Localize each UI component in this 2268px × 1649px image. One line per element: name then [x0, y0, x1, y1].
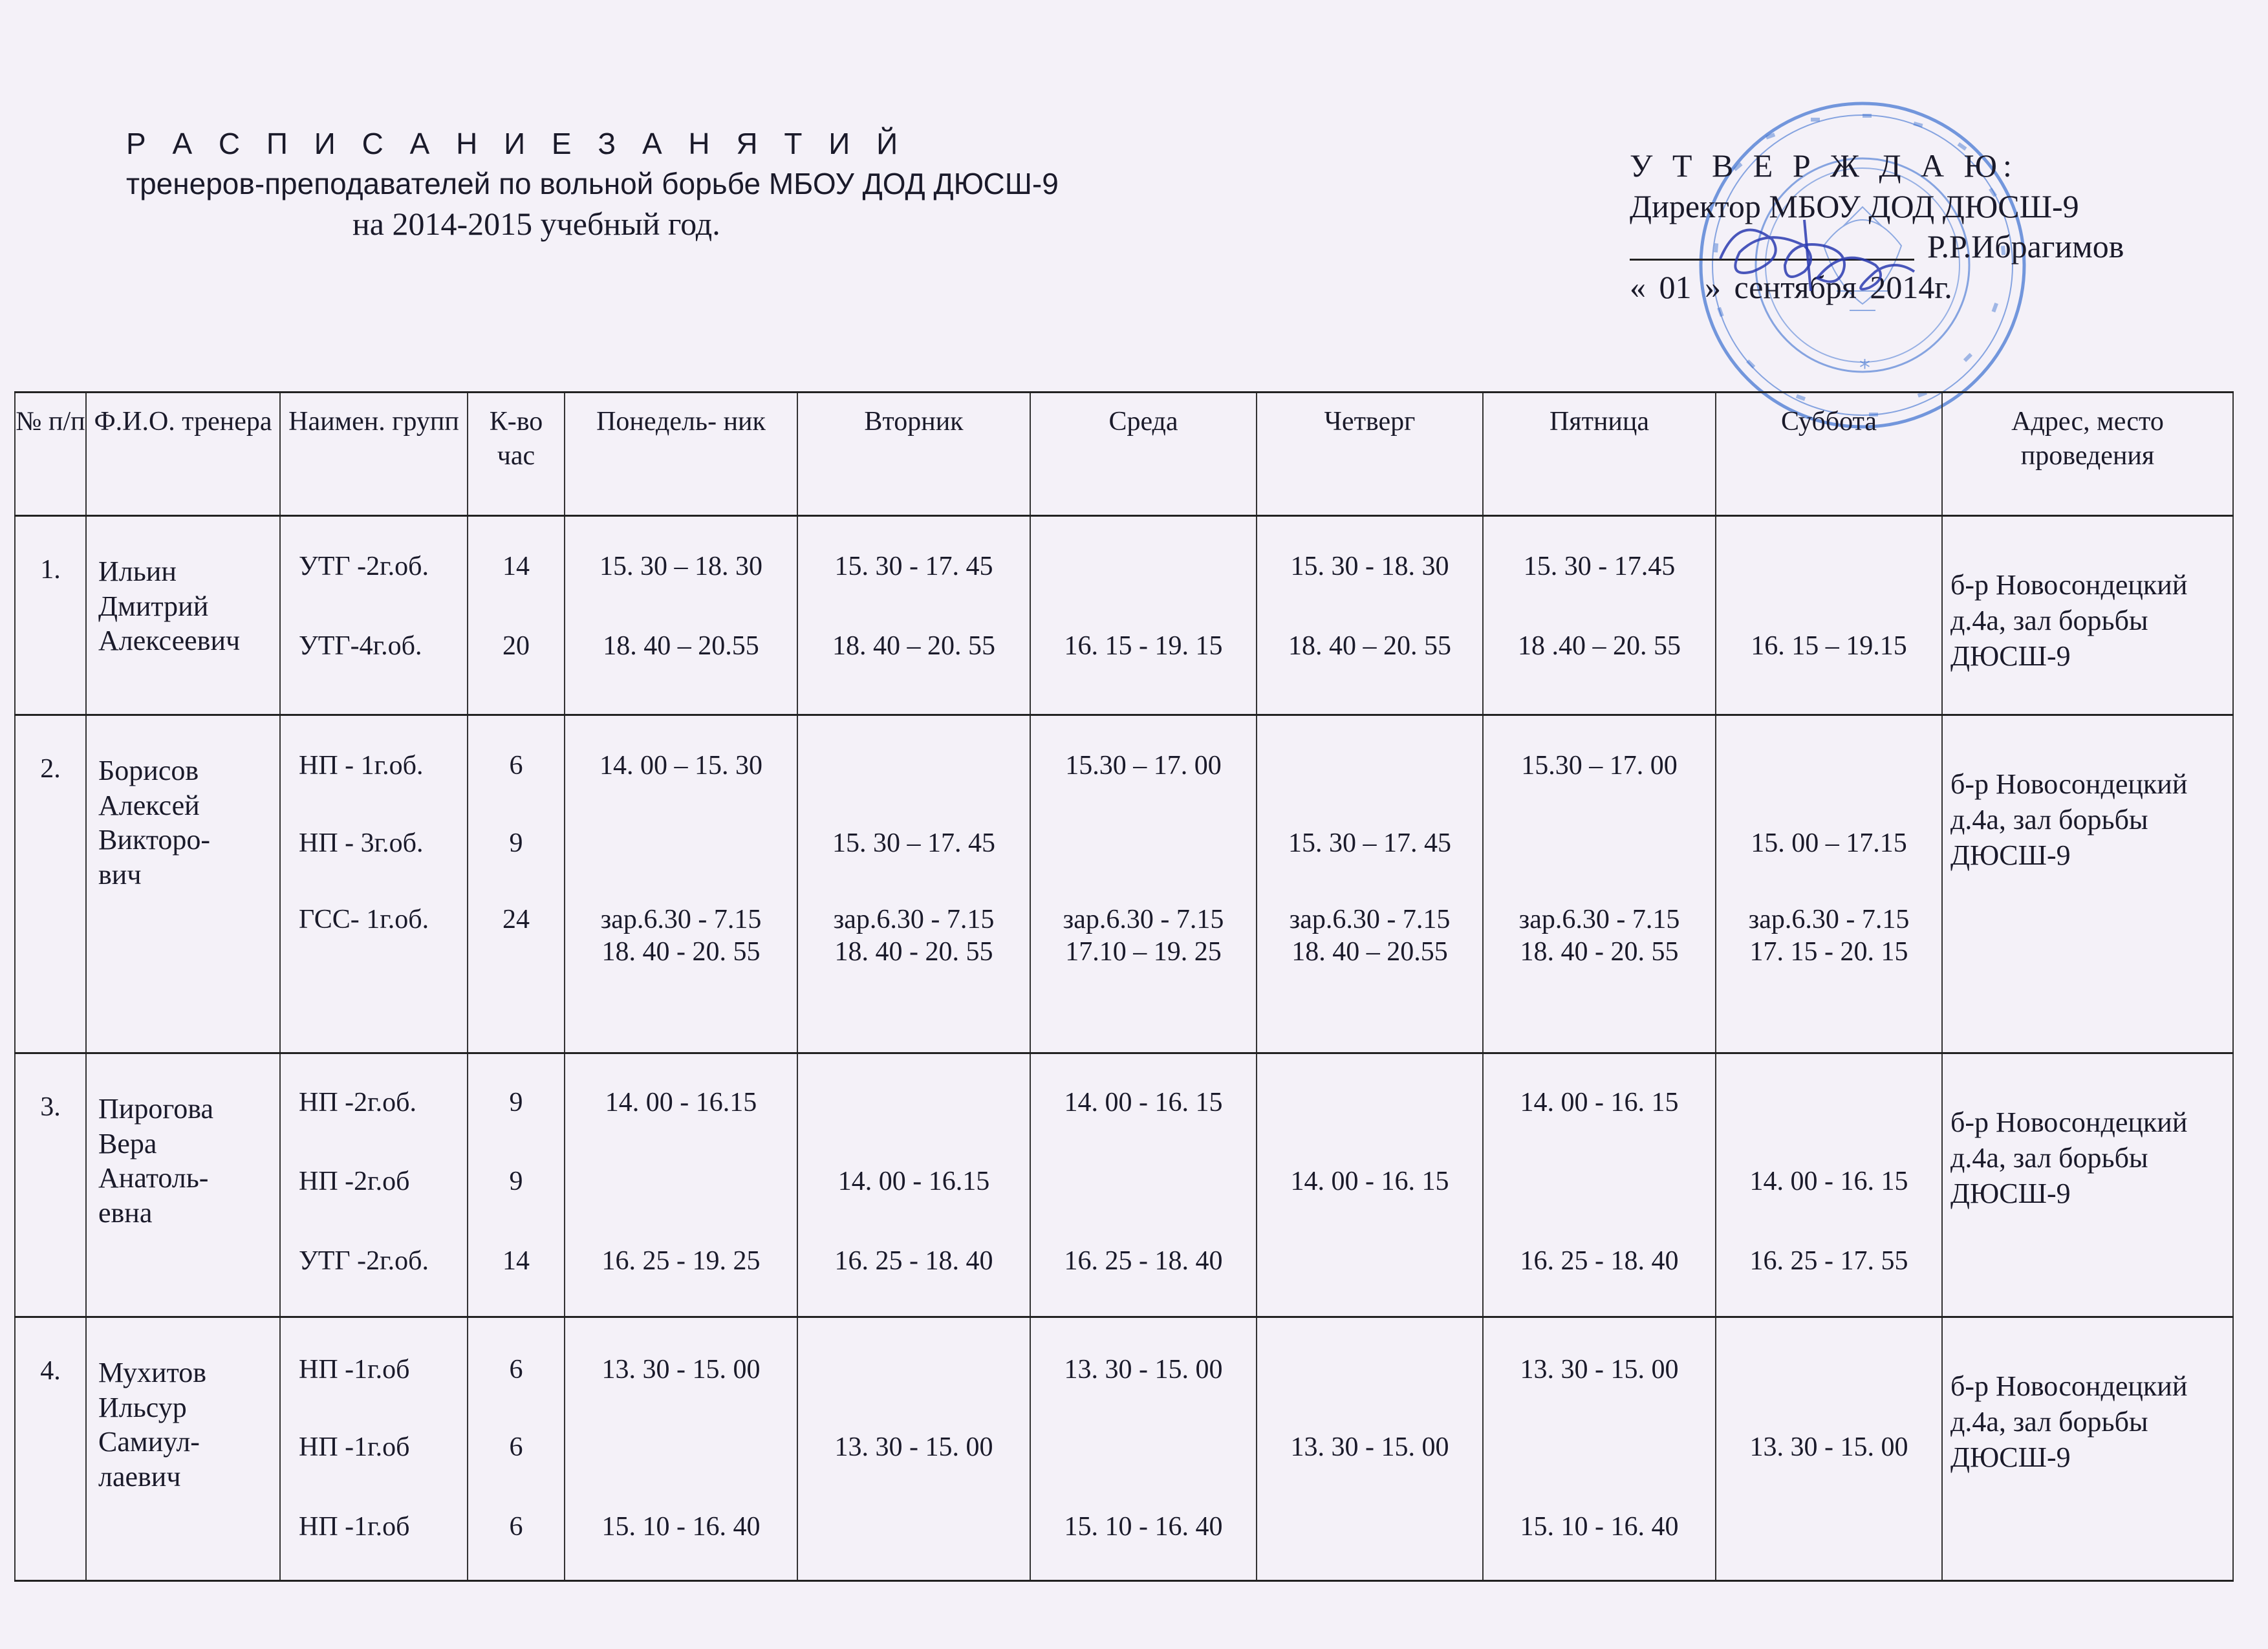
- column-header-tuesday: Вторник: [797, 393, 1030, 516]
- cell-monday: [565, 1317, 797, 1581]
- group-names: [280, 516, 468, 715]
- cell-friday: [1483, 715, 1716, 1053]
- schedule-entry: УТГ-4г.об.: [299, 631, 422, 661]
- schedule-entry: 16. 15 – 19.15: [1751, 631, 1907, 661]
- schedule-entry: 14. 00 - 16. 15: [1520, 1088, 1679, 1117]
- cell-friday: [1483, 1317, 1716, 1581]
- column-header-groups: Наимен. групп: [280, 393, 468, 516]
- cell-tuesday: [797, 1317, 1030, 1581]
- schedule-table: [14, 391, 2234, 1582]
- schedule-entry: 18. 40 – 20. 55: [832, 631, 995, 661]
- row-number: 3.: [15, 1053, 86, 1317]
- cell-saturday: [1716, 1053, 1942, 1317]
- cell-tuesday: [797, 1053, 1030, 1317]
- approval-heading: У Т В Е Р Ж Д А Ю:: [1630, 147, 2018, 184]
- schedule-entry: 13. 30 - 15. 00: [1749, 1432, 1908, 1462]
- schedule-entry: 14. 00 - 16. 15: [1749, 1167, 1908, 1196]
- schedule-entry: 15.30 – 17. 00: [1065, 751, 1222, 781]
- schedule-entry: НП -2г.об.: [299, 1088, 417, 1117]
- schedule-entry: 15. 10 - 16. 40: [1520, 1512, 1679, 1542]
- schedule-entry: 15. 30 - 17.45: [1523, 552, 1676, 581]
- schedule-entry: 16. 25 - 18. 40: [1064, 1246, 1223, 1276]
- trainer-name: Ильин Дмитрий Алексеевич: [86, 516, 280, 715]
- schedule-entry: 16. 25 - 18. 40: [1520, 1246, 1679, 1276]
- document-subtitle: тренеров-преподавателей по вольной борьбе МБОУ ДОД ДЮСШ-9: [126, 167, 1059, 200]
- schedule-entry: 6: [509, 1512, 523, 1542]
- schedule-entry: НП - 1г.об.: [299, 751, 424, 781]
- group-names: [280, 1317, 468, 1581]
- schedule-entry: 15. 30 – 17. 45: [832, 828, 995, 858]
- schedule-entry: 14. 00 - 16.15: [837, 1167, 990, 1196]
- table-row: [15, 1317, 2233, 1581]
- cell-tuesday: [797, 516, 1030, 715]
- title-block: [126, 126, 1290, 242]
- document-year: на 2014-2015 учебный год.: [352, 206, 720, 242]
- cell-thursday: [1257, 516, 1483, 715]
- table-header-row: [15, 393, 2233, 516]
- column-header-friday: Пятница: [1483, 393, 1716, 516]
- schedule-entry: ГСС- 1г.об.: [299, 905, 429, 934]
- schedule-entry: 18. 40 – 20. 55: [1288, 631, 1451, 661]
- schedule-entry: 14. 00 - 16. 15: [1290, 1167, 1449, 1196]
- row-number: 2.: [15, 715, 86, 1053]
- cell-saturday: [1716, 1317, 1942, 1581]
- trainer-name: Пирогова Вера Анатоль- евна: [86, 1053, 280, 1317]
- approval-date: « 01 » сентября 2014г.: [1630, 268, 1952, 305]
- table-row: [15, 1053, 2233, 1317]
- schedule-entry: 15. 00 – 17.15: [1751, 828, 1907, 858]
- cell-thursday: [1257, 1317, 1483, 1581]
- schedule-entry: 14: [502, 552, 530, 581]
- schedule-entry: 9: [509, 828, 523, 858]
- hours-count: [468, 1053, 565, 1317]
- schedule-entry: 15. 30 - 18. 30: [1290, 552, 1449, 581]
- schedule-entry: НП -1г.об: [299, 1432, 410, 1462]
- column-header-address: Адрес, место проведения: [1942, 393, 2233, 516]
- column-header-saturday: Суббота: [1716, 393, 1942, 516]
- column-header-wednesday: Среда: [1030, 393, 1257, 516]
- schedule-entry: 20: [502, 631, 530, 661]
- schedule-entry: 13. 30 - 15. 00: [601, 1355, 761, 1385]
- table-row: [15, 715, 2233, 1053]
- schedule-entry: 15. 30 – 18. 30: [599, 552, 762, 581]
- schedule-entry: 15. 10 - 16. 40: [1064, 1512, 1223, 1542]
- schedule-entry: НП -1г.об: [299, 1355, 410, 1385]
- schedule-entry: 18 .40 – 20. 55: [1518, 631, 1681, 661]
- schedule-entry: зар.6.30 - 7.15 17. 15 - 20. 15: [1748, 905, 1910, 967]
- cell-thursday: [1257, 715, 1483, 1053]
- schedule-entry: 13. 30 - 15. 00: [1520, 1355, 1679, 1385]
- schedule-entry: 16. 25 - 18. 40: [834, 1246, 993, 1276]
- address-cell: б-р Новосондецкий д.4а, зал борьбы ДЮСШ-9: [1942, 715, 2233, 1053]
- schedule-entry: зар.6.30 - 7.15 17.10 – 19. 25: [1063, 905, 1224, 967]
- handwritten-signature-icon: [1707, 207, 1979, 297]
- schedule-entry: 13. 30 - 15. 00: [1064, 1355, 1223, 1385]
- schedule-entry: 15.30 – 17. 00: [1521, 751, 1678, 781]
- schedule-entry: НП -1г.об: [299, 1512, 410, 1542]
- schedule-entry: 6: [509, 1432, 523, 1462]
- column-header-hours: К-во час: [468, 393, 565, 516]
- schedule-entry: УТГ -2г.об.: [299, 552, 429, 581]
- cell-monday: [565, 1053, 797, 1317]
- cell-monday: [565, 516, 797, 715]
- schedule-entry: НП - 3г.об.: [299, 828, 424, 858]
- cell-monday: [565, 715, 797, 1053]
- document-title: Р А С П И С А Н И Е З А Н Я Т И Й: [126, 127, 907, 160]
- schedule-entry: 16. 15 - 19. 15: [1064, 631, 1223, 661]
- address-cell: б-р Новосондецкий д.4а, зал борьбы ДЮСШ-9: [1942, 516, 2233, 715]
- table-row: [15, 516, 2233, 715]
- cell-saturday: [1716, 715, 1942, 1053]
- column-header-thursday: Четверг: [1257, 393, 1483, 516]
- trainer-name: Мухитов Ильсур Самиул- лаевич: [86, 1317, 280, 1581]
- schedule-entry: 9: [509, 1167, 523, 1196]
- hours-count: [468, 715, 565, 1053]
- schedule-entry: 16. 25 - 19. 25: [601, 1246, 761, 1276]
- column-header-trainer: Ф.И.О. тренера: [86, 393, 280, 516]
- approval-position: Директор МБОУ ДОД ДЮСШ-9: [1630, 188, 2079, 224]
- cell-saturday: [1716, 516, 1942, 715]
- schedule-entry: 14. 00 - 16. 15: [1064, 1088, 1223, 1117]
- address-cell: б-р Новосондецкий д.4а, зал борьбы ДЮСШ-9: [1942, 1053, 2233, 1317]
- cell-tuesday: [797, 715, 1030, 1053]
- schedule-entry: НП -2г.об: [299, 1167, 410, 1196]
- schedule-entry: 14: [502, 1246, 530, 1276]
- cell-friday: [1483, 516, 1716, 715]
- address-cell: б-р Новосондецкий д.4а, зал борьбы ДЮСШ-9: [1942, 1317, 2233, 1581]
- schedule-entry: зар.6.30 - 7.15 18. 40 - 20. 55: [833, 905, 995, 967]
- cell-wednesday: [1030, 1317, 1257, 1581]
- hours-count: [468, 516, 565, 715]
- approval-name: Р.Р.Ибрагимов: [1927, 228, 2124, 264]
- schedule-entry: 13. 30 - 15. 00: [834, 1432, 993, 1462]
- hours-count: [468, 1317, 565, 1581]
- schedule-entry: 16. 25 - 17. 55: [1749, 1246, 1908, 1276]
- column-header-num: № п/п: [15, 393, 86, 516]
- column-header-monday: Понедель- ник: [565, 393, 797, 516]
- svg-text:*: *: [1859, 355, 1870, 381]
- schedule-entry: 14. 00 - 16.15: [605, 1088, 757, 1117]
- schedule-entry: 18. 40 – 20.55: [603, 631, 759, 661]
- cell-thursday: [1257, 1053, 1483, 1317]
- cell-wednesday: [1030, 516, 1257, 715]
- cell-wednesday: [1030, 715, 1257, 1053]
- schedule-entry: 15. 30 – 17. 45: [1288, 828, 1451, 858]
- schedule-entry: 6: [509, 1355, 523, 1385]
- schedule-entry: зар.6.30 - 7.15 18. 40 – 20.55: [1289, 905, 1451, 967]
- schedule-entry: 13. 30 - 15. 00: [1290, 1432, 1449, 1462]
- group-names: [280, 715, 468, 1053]
- schedule-entry: УТГ -2г.об.: [299, 1246, 429, 1276]
- schedule-entry: зар.6.30 - 7.15 18. 40 - 20. 55: [1518, 905, 1680, 967]
- schedule-entry: зар.6.30 - 7.15 18. 40 - 20. 55: [600, 905, 762, 967]
- schedule-entry: 6: [509, 751, 523, 781]
- schedule-entry: 15. 30 - 17. 45: [834, 552, 993, 581]
- schedule-entry: 9: [509, 1088, 523, 1117]
- schedule-entry: 14. 00 – 15. 30: [599, 751, 762, 781]
- cell-wednesday: [1030, 1053, 1257, 1317]
- row-number: 1.: [15, 516, 86, 715]
- row-number: 4.: [15, 1317, 86, 1581]
- schedule-entry: 24: [502, 905, 530, 934]
- schedule-entry: 15. 10 - 16. 40: [601, 1512, 761, 1542]
- trainer-name: Борисов Алексей Викторо- вич: [86, 715, 280, 1053]
- group-names: [280, 1053, 468, 1317]
- cell-friday: [1483, 1053, 1716, 1317]
